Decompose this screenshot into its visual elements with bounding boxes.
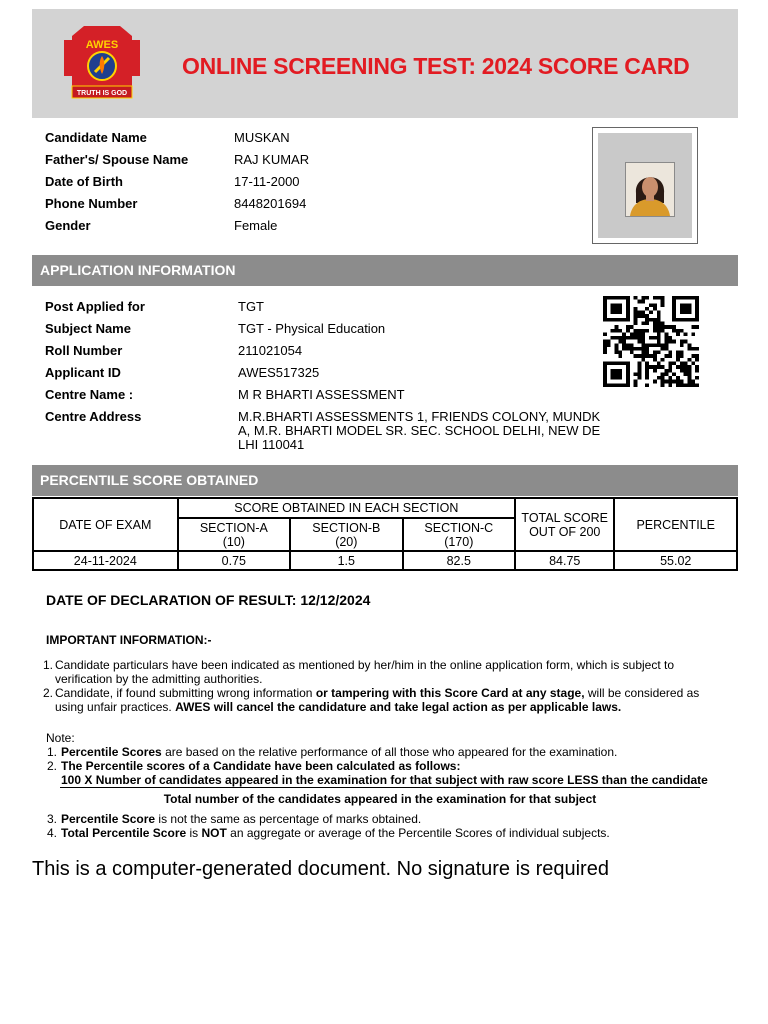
roll-number-label: Roll Number [45,343,123,358]
note-1-bold: Percentile Scores [61,745,162,759]
note-4-bold-2: NOT [201,826,227,840]
post-label: Post Applied for [45,299,145,314]
gender-label: Gender [45,218,91,233]
note-3-text: is not the same as percentage of marks obtained. [155,812,422,826]
col-score-sections: SCORE OBTAINED IN EACH SECTION [178,498,515,518]
section-b-max: (20) [335,534,358,549]
roll-number-value: 211021054 [238,343,303,358]
candidate-photo [592,127,698,244]
subject-label: Subject Name [45,321,131,336]
footer-note: This is a computer-generated document. No signature is required [32,858,609,880]
section-b-label: SECTION-B [312,520,381,535]
header-banner [32,9,738,118]
section-a-max: (10) [222,534,245,549]
col-section-a [178,518,290,551]
col-section-b [290,518,402,551]
centre-name-value: M R BHARTI ASSESSMENT [238,387,405,402]
applicant-id-value: AWES517325 [238,365,320,380]
list-number: 2. [43,686,54,700]
list-number: 1. [43,658,54,672]
important-item-1-line-1: Candidate particulars have been indicated as mentioned by her/him in the online application form, which is subject to [55,658,675,672]
formula-denominator: Total number of the candidates appeared in the examination for that subject [163,792,597,806]
table-row [33,551,737,570]
note-1-text: are based on the relative performance of all those who appeared for the examination. [161,745,618,759]
qr-code [603,296,699,387]
formula-divider [60,787,700,788]
declaration-date: DATE OF DECLARATION OF RESULT: 12/12/2024 [46,592,371,608]
note-4-mid: is [186,826,202,840]
percentile-heading: PERCENTILE SCORE OBTAINED [32,465,738,496]
cell-section-b: 1.5 [290,551,402,570]
centre-address-line-2: A, M.R. BHARTI MODEL SR. SEC. SCHOOL DELHI, NEW DE [238,423,601,438]
note-3-bold: Percentile Score [61,812,156,826]
formula-numerator: 100 X Number of candidates appeared in the examination for that subject with raw score LESS than the candidate [61,773,708,787]
cell-section-a: 0.75 [178,551,290,570]
photo-background [598,133,692,238]
note-item-1 [61,745,617,759]
centre-name-label: Centre Name : [45,387,134,402]
note-heading: Note: [46,731,75,745]
note-item-4 [61,826,610,840]
list-number: 4. [47,826,58,840]
col-percentile: PERCENTILE [614,498,737,551]
important-item-2-line-1 [55,686,699,700]
cell-percentile: 55.02 [614,551,737,570]
candidate-name-label: Candidate Name [45,130,147,145]
item-2-text-a: Candidate, if found submitting wrong information [55,686,316,700]
subject-value: TGT - Physical Education [238,321,386,336]
list-number: 2. [47,759,58,773]
item-2-text-e: AWES will cancel the candidature and take legal action as per applicable laws. [175,700,622,714]
score-table [32,497,738,571]
father-name-value: RAJ KUMAR [234,152,310,167]
dob-value: 17-11-2000 [234,174,300,189]
col-date-of-exam: DATE OF EXAM [33,498,178,551]
svg-text:AWES: AWES [85,39,119,51]
col-total-score [515,498,614,551]
col-total-line-2: OUT OF 200 [529,524,601,539]
gender-value: Female [234,218,278,233]
centre-address-line-1: M.R.BHARTI ASSESSMENTS 1, FRIENDS COLONY, MUNDK [238,409,601,424]
important-item-1-line-2: verification by the admitting authorities. [55,672,263,686]
section-c-max: (170) [444,534,474,549]
note-item-3 [61,812,421,826]
list-number: 1. [47,745,58,759]
note-4-text: an aggregate or average of the Percentile Scores of individual subjects. [226,826,610,840]
section-a-label: SECTION-A [199,520,268,535]
cell-date: 24-11-2024 [33,551,178,570]
item-2-text-d: using unfair practices. [55,700,176,714]
page-title: ONLINE SCREENING TEST: 2024 SCORE CARD [182,53,690,79]
post-value: TGT [238,299,264,314]
centre-address-line-3: LHI 110041 [238,437,305,452]
dob-label: Date of Birth [45,174,123,189]
application-info-heading: APPLICATION INFORMATION [32,255,738,286]
cell-section-c: 82.5 [403,551,515,570]
col-section-c [403,518,515,551]
awes-logo [62,26,142,102]
important-info-heading: IMPORTANT INFORMATION:- [46,633,212,647]
cell-total: 84.75 [515,551,614,570]
note-4-bold-1: Total Percentile Score [61,826,187,840]
father-name-label: Father's/ Spouse Name [45,152,189,167]
col-total-line-1: TOTAL SCORE [521,510,609,525]
important-item-2-line-2 [55,700,621,714]
applicant-id-label: Applicant ID [45,365,121,380]
list-number: 3. [47,812,58,826]
section-c-label: SECTION-C [424,520,494,535]
note-item-2: The Percentile scores of a Candidate have been calculated as follows: [61,759,461,773]
svg-text:TRUTH IS GOD: TRUTH IS GOD [76,90,128,97]
phone-value: 8448201694 [234,196,307,211]
item-2-text-b: or tampering with this Score Card at any stage, [315,686,585,700]
item-2-text-c: will be considered as [584,686,700,700]
candidate-name-value: MUSKAN [234,130,290,145]
phone-label: Phone Number [45,196,138,211]
photo-portrait [625,162,675,217]
centre-address-label: Centre Address [45,409,142,424]
